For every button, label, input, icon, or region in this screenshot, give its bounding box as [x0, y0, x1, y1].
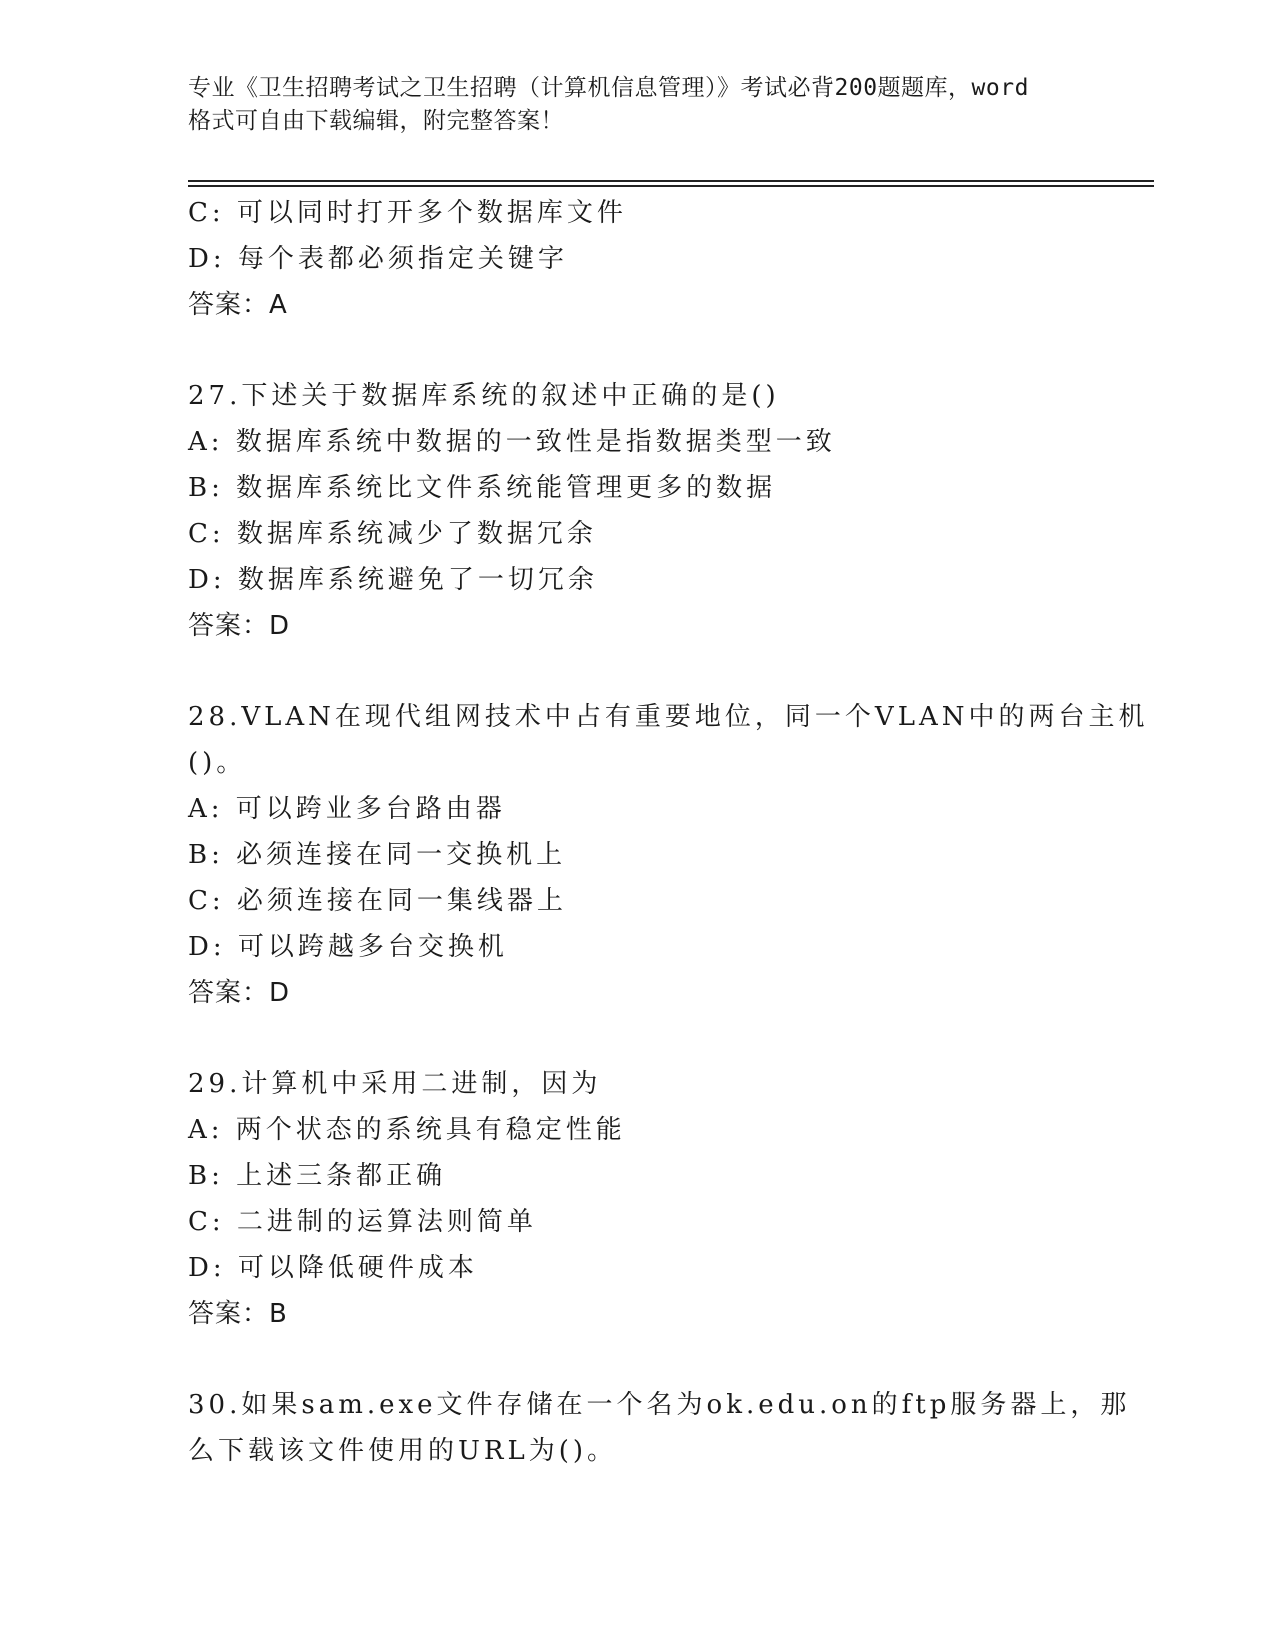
question-spacer — [188, 649, 1088, 694]
question-stem: 28.VLAN在现代组网技术中占有重要地位，同一个VLAN中的两台主机 — [188, 702, 1149, 732]
answer-option: D: 可以跨越多台交换机 — [188, 932, 508, 962]
document-header: 专业《卫生招聘考试之卫生招聘（计算机信息管理）》考试必背200题题库，word 格式可自由下载编辑，附完整答案！ — [188, 75, 1029, 134]
answer-option: A: 可以跨业多台路由器 — [188, 794, 506, 824]
question-stem: 30.如果sam.exe文件存储在一个名为ok.edu.on的ftp服务器上，那 — [188, 1390, 1131, 1420]
answer-option: C: 必须连接在同一集线器上 — [188, 886, 567, 916]
answer-option: B: 数据库系统比文件系统能管理更多的数据 — [188, 473, 777, 503]
answer-option: A: 数据库系统中数据的一致性是指数据类型一致 — [188, 427, 836, 457]
answer-option: B: 上述三条都正确 — [188, 1161, 447, 1191]
answer-line: 答案：B — [188, 1299, 288, 1329]
question-stem: 27.下述关于数据库系统的叙述中正确的是() — [188, 381, 780, 411]
question-stem: 29.计算机中采用二进制，因为 — [188, 1069, 602, 1099]
question-spacer — [188, 1016, 1088, 1061]
answer-option: B: 必须连接在同一交换机上 — [188, 840, 567, 870]
answer-option: D: 数据库系统避免了一切冗余 — [188, 565, 598, 595]
question-list — [188, 190, 1149, 1474]
header-divider-bottom — [188, 185, 1154, 187]
header-divider-top — [188, 180, 1154, 182]
answer-option: C: 数据库系统减少了数据冗余 — [188, 519, 597, 549]
answer-option: D: 每个表都必须指定关键字 — [188, 244, 568, 274]
answer-line: 答案：D — [188, 978, 291, 1008]
answer-option: C: 二进制的运算法则简单 — [188, 1207, 537, 1237]
answer-option: C: 可以同时打开多个数据库文件 — [188, 198, 627, 228]
question-spacer — [188, 1337, 1088, 1382]
answer-option: D: 可以降低硬件成本 — [188, 1253, 478, 1283]
answer-line: 答案：A — [188, 290, 288, 320]
question-spacer — [188, 328, 1088, 373]
question-stem: ()。 — [188, 748, 247, 778]
question-stem: 么下载该文件使用的URL为()。 — [188, 1436, 618, 1466]
answer-option: A: 两个状态的系统具有稳定性能 — [188, 1115, 626, 1145]
answer-line: 答案：D — [188, 611, 291, 641]
